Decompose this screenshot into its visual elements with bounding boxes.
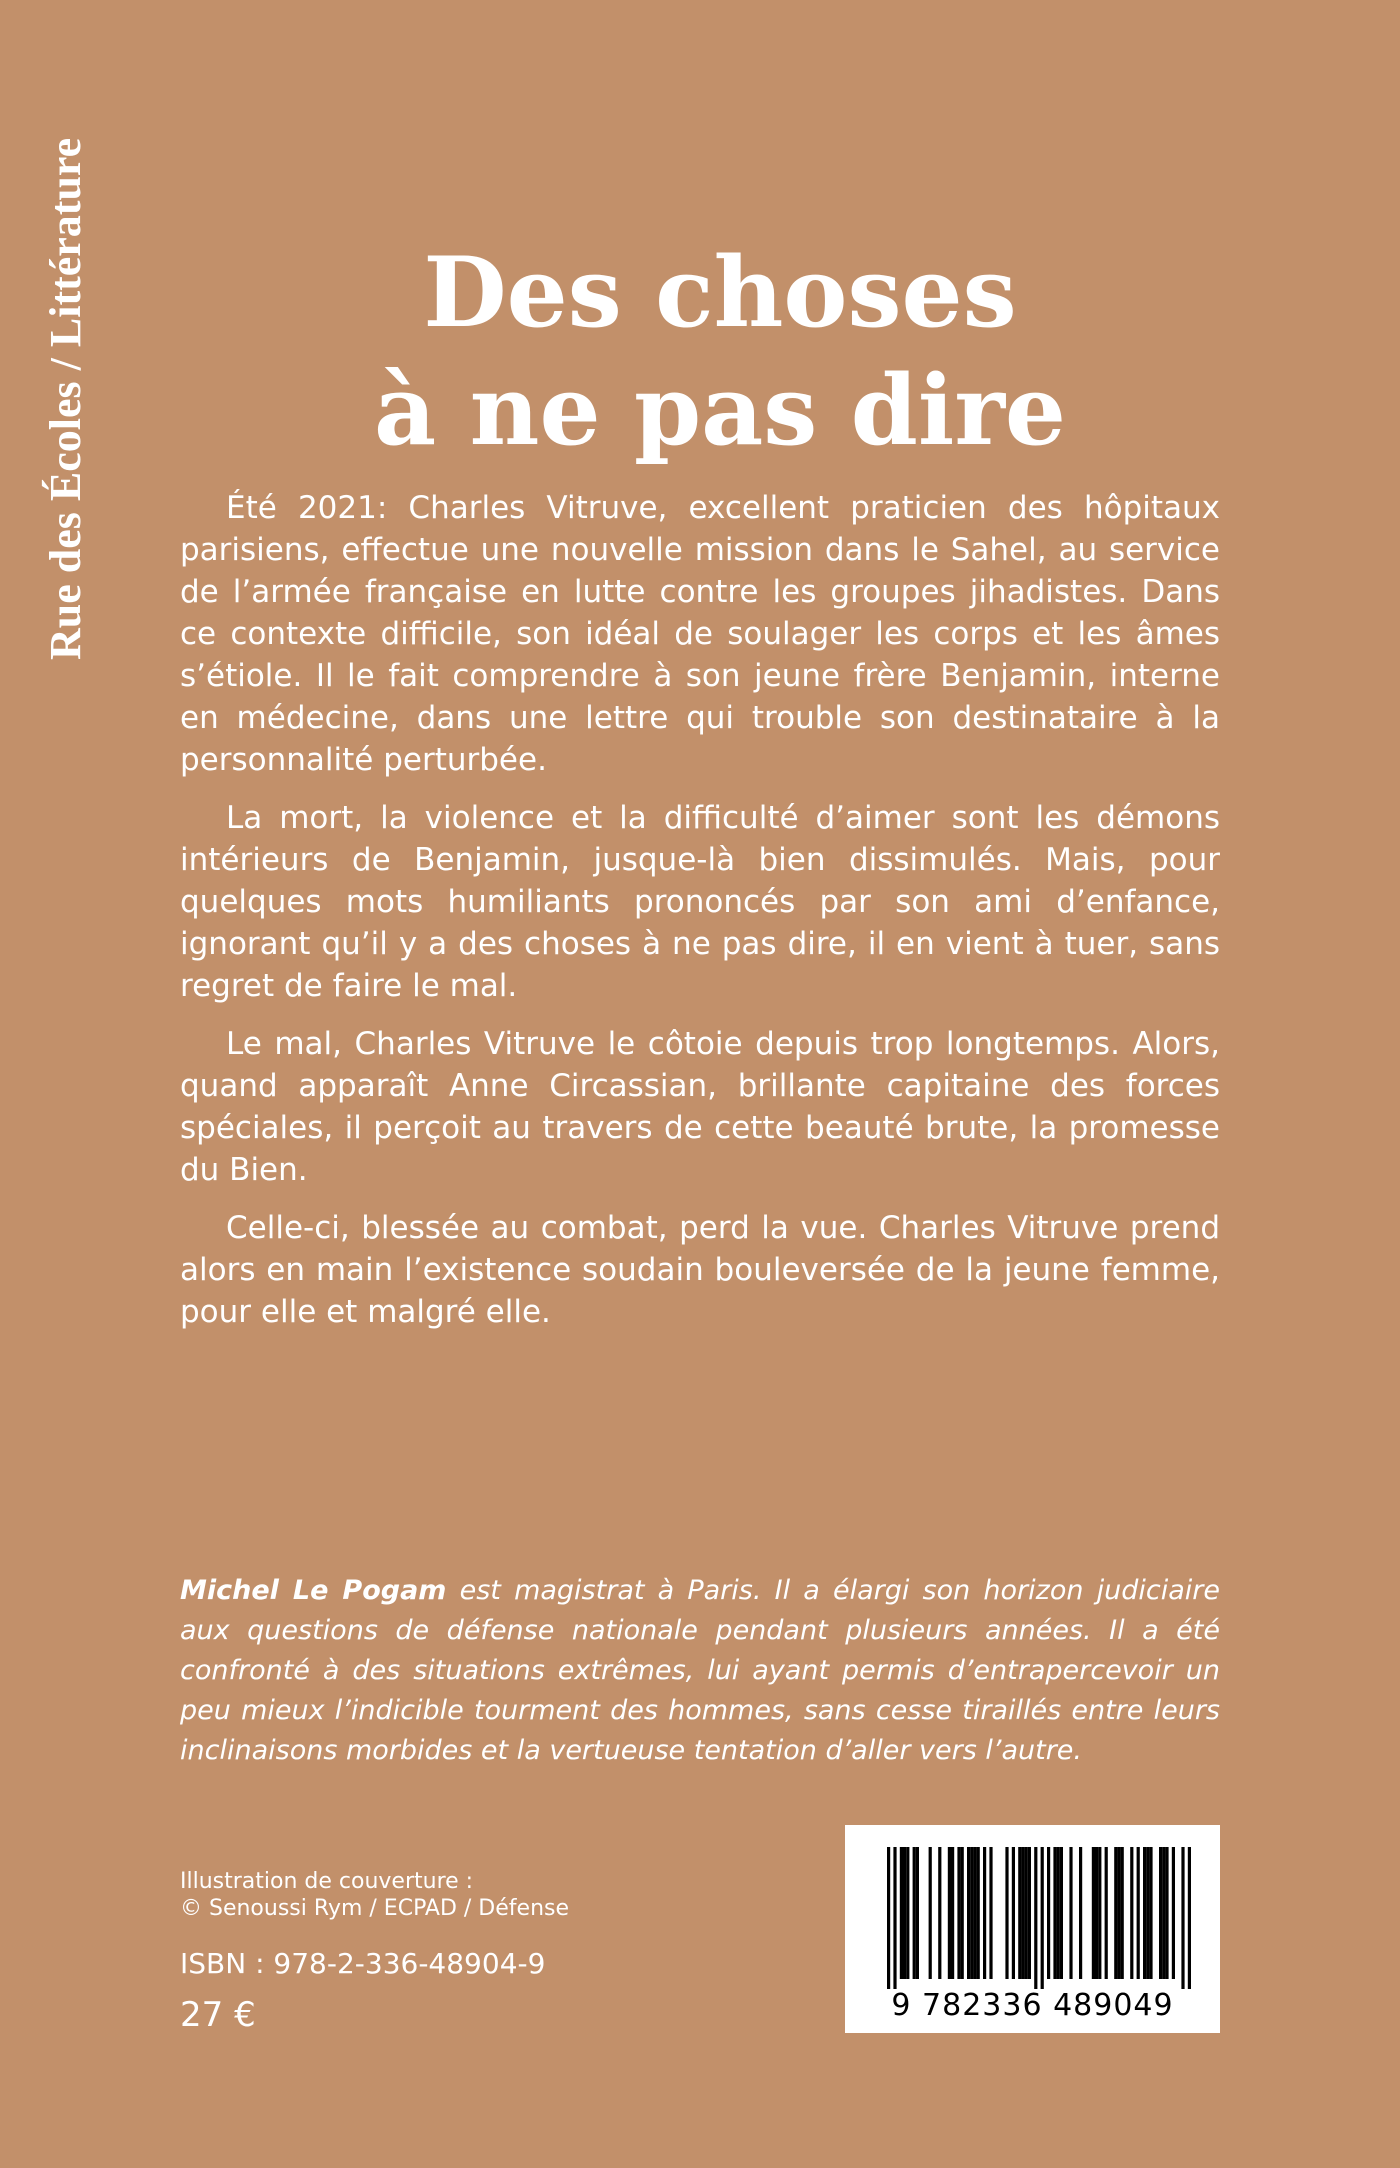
synopsis-paragraph: Été 2021: Charles Vitruve, excellent praticien des hôpitaux parisiens, effectue une nouvelle mission dans le Sahel, au service de l’armée française en lutte contre les groupes jihadistes. Dans ce contexte difficile, son idéal de soulager les corps et les âmes s’étiole. Il le fait comprendre à son jeune frère Benjamin, interne en médecine, dans une lettre qui trouble son destinataire à la personnalité perturbée. [180,490,1220,778]
barcode-bar [1095,1847,1098,1979]
barcode-bar [1143,1847,1146,1979]
isbn: ISBN : 978-2-336-48904-9 [180,1947,546,1980]
synopsis [180,487,1220,1349]
barcode-bar [1092,1847,1095,1979]
barcode-bar [1165,1847,1168,1979]
barcode-bar [929,1847,932,1979]
barcode-bar [1159,1847,1162,1979]
barcode-bar [1025,1847,1028,1979]
barcode-graphic [845,1825,1220,2033]
barcode-bar [900,1847,903,1979]
synopsis-paragraph: Le mal, Charles Vitruve le côtoie depuis trop longtemps. Alors, quand apparaît Anne Circassian, brillante capitaine des forces spéciales, il perçoit au travers de cette beauté brute, la promesse du Bien. [180,1026,1220,1188]
barcode-bar [1021,1847,1024,1979]
barcode-bar [1060,1847,1063,1979]
barcode-bar [916,1847,919,1979]
barcode-bar [1137,1847,1140,1979]
title-line-1: Des choses [423,236,1017,350]
barcode-digits: 9 782336 489049 [891,1988,1174,2023]
barcode-bar [983,1847,986,1979]
price: 27 € [180,1995,256,2035]
barcode-bar [1012,1847,1015,1979]
barcode-bar [1130,1847,1133,1979]
barcode-bar [1005,1847,1008,1979]
author-bio [180,1571,1220,1771]
barcode-bar [913,1847,916,1979]
barcode-bar [1047,1847,1050,1979]
barcode-bar [906,1847,909,1979]
barcode-bar [1149,1847,1152,1979]
barcode-bar [938,1847,941,1979]
credits-line-2: © Senoussi Rym / ECPAD / Défense [180,1896,570,1921]
barcode-bar [1034,1847,1037,1989]
spine-text: Rue des Écoles / Littérature [41,137,90,660]
barcode-bar [1117,1847,1120,1979]
barcode-bar [967,1847,970,1979]
barcode-bar [1172,1847,1175,1979]
barcode-bar [1121,1847,1124,1979]
barcode-bar [951,1847,954,1979]
barcode-bar [1069,1847,1072,1979]
barcode-bar [1079,1847,1082,1979]
barcode-bar [961,1847,964,1979]
barcode-bar [1057,1847,1060,1979]
author-name: Michel Le Pogam [180,1575,447,1606]
barcode [845,1825,1220,2033]
title-line-2: à ne pas dire [374,354,1066,468]
barcode-bar [1146,1847,1149,1979]
barcode-bar [1162,1847,1165,1979]
cover-credits [180,1868,569,1922]
barcode-bar [1041,1847,1044,1989]
author-bio-text: est magistrat à Paris. Il a élargi son horizon judiciaire aux questions de défense nationale pendant plusieurs années. Il a été confronté à des situations extrêmes, lui ayant permis d’entrapercevoir un peu mieux l’indicible tourment des hommes, sans cesse tiraillés entre leurs inclinaisons morbides et la vertueuse tentation d’aller vers l’autre. [180,1575,1220,1766]
barcode-bar [989,1847,992,1979]
barcode-bar [957,1847,960,1979]
barcode-bar [1105,1847,1108,1979]
barcode-bar [948,1847,951,1979]
barcode-bar [1053,1847,1056,1979]
book-title [180,234,1260,470]
synopsis-paragraph: La mort, la violence et la difficulté d’aimer sont les démons intérieurs de Benjamin, jusque-là bien dissimulés. Mais, pour quelques mots humiliants prononcés par son ami d’enfance, ignorant qu’il y a des choses à ne pas dire, il en vient à tuer, sans regret de faire le mal. [180,800,1220,1004]
barcode-bar [893,1847,896,1989]
barcode-bar [973,1847,976,1979]
barcode-bar [1181,1847,1184,1989]
credits-line-1: Illustration de couverture : [180,1869,474,1894]
barcode-bar [903,1847,906,1979]
barcode-bar [1028,1847,1031,1979]
barcode-bars [887,1847,1191,1989]
barcode-bar [1098,1847,1101,1979]
barcode-bar [887,1847,890,1989]
barcode-bar [1018,1847,1021,1979]
barcode-bar [977,1847,980,1979]
barcode-bar [1114,1847,1117,1979]
synopsis-paragraph: Celle-ci, blessée au combat, perd la vue. Charles Vitruve prend alors en main l’existence soudain bouleversée de la jeune femme, pour elle et malgré elle. [180,1210,1220,1330]
barcode-bar [1188,1847,1191,1989]
barcode-bar [970,1847,973,1979]
